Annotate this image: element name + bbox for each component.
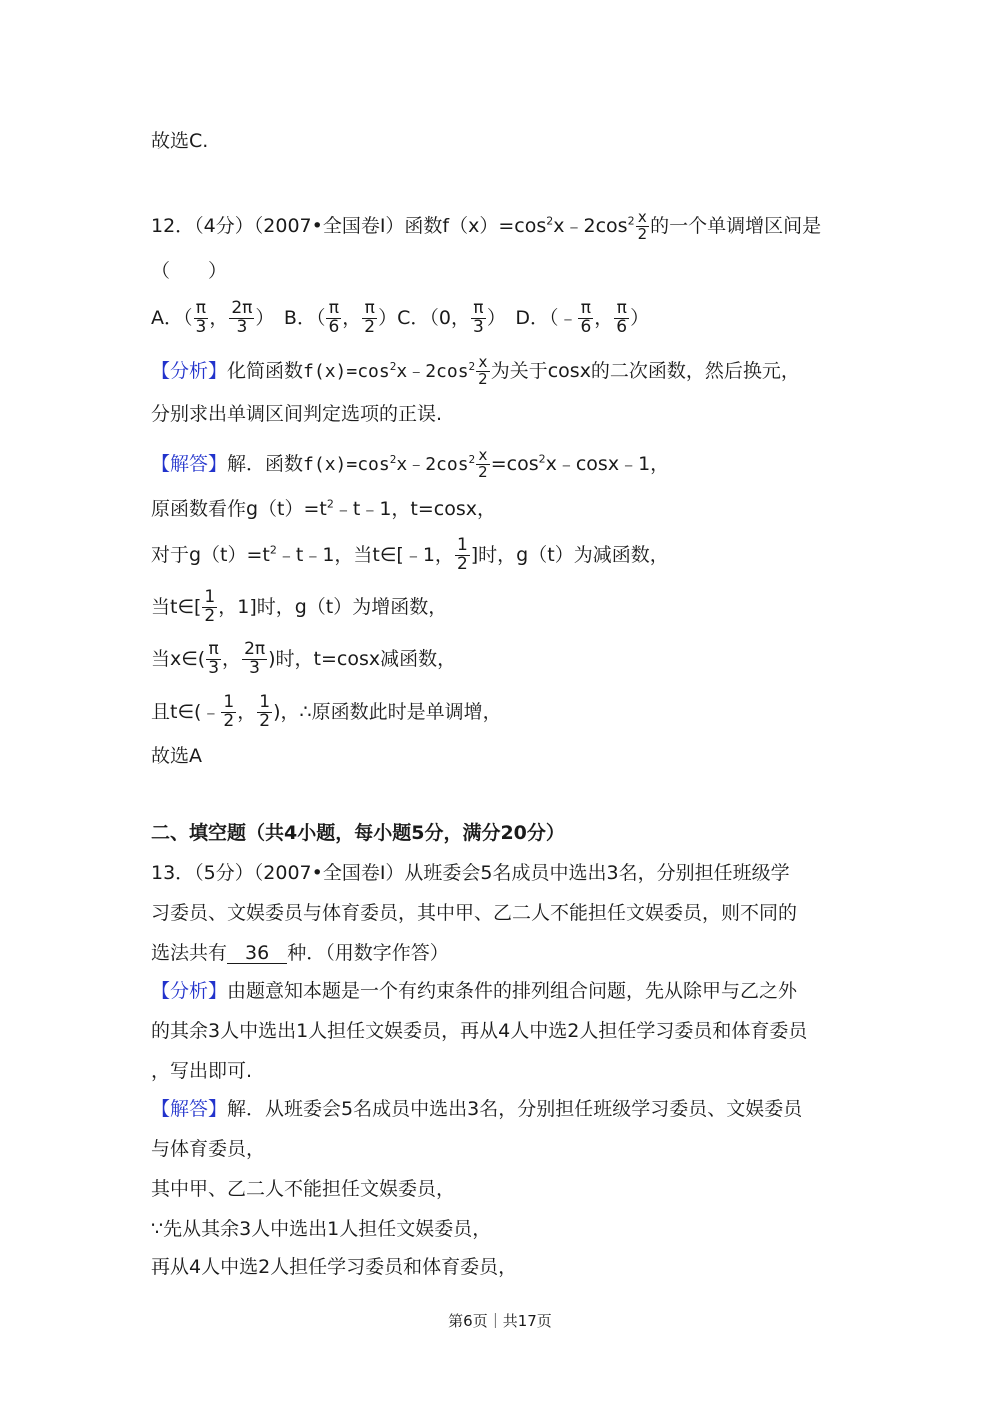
page-footer: 第6页｜共17页 (448, 1312, 552, 1330)
comma: ， (222, 647, 242, 670)
text-line: 故选C. (151, 130, 209, 152)
text-line: 的其余3人中选出1人担任文娱委员，再从4人中选2人担任学习委员和体育委员 (151, 1020, 808, 1042)
fraction: $\frac{2\pi}{3}$ (244, 639, 266, 678)
q12-paren: （ ） (151, 260, 228, 282)
fraction: $\frac{\pi}{6}$ (580, 298, 592, 337)
option-d-label: ） D．（﹣ (486, 306, 578, 329)
question-13-line: 习委员、文娱委员与体育委员，其中甲、乙二人不能担任文娱委员，则不同的 (151, 902, 798, 924)
solution-tail: =cos (490, 452, 539, 475)
fraction: $\frac{\pi}{3}$ (208, 639, 220, 678)
text-line: 当t∈[ $\frac{1}{2}$ ，1]时，g（t）为增函数， (151, 587, 448, 626)
text-line: 故选A (151, 745, 202, 767)
text-line: 且t∈(﹣ $\frac{1}{2}$ ， $\frac{1}{2}$ )，∴原函数此时是单调增， (151, 692, 502, 731)
question-13-line: 选法共有 36 种．（用数字作答） (151, 942, 449, 964)
q13-solution: 【解答】解．从班委会5名成员中选出3名，分别担任班级学习委员、文娱委员 (151, 1098, 803, 1120)
text-line: 当x∈( $\frac{\pi}{3}$ ， $\frac{2\pi}{3}$ )时，t=cosx减函数， (151, 639, 457, 678)
text-line: ∵先从其余3人中选出1人担任文娱委员， (151, 1218, 492, 1240)
solution-tail-2: x﹣cosx﹣1， (545, 452, 670, 475)
analysis-tag: 【分析】 (151, 980, 228, 1002)
answer-blank: 36 (227, 944, 287, 964)
fraction: $\frac{1}{2}$ (456, 535, 468, 574)
q12-square: 2 (546, 214, 554, 228)
option-c-label: ）C．（0， (378, 306, 470, 329)
solution-tag: 【解答】 (151, 1098, 228, 1120)
q12-analysis (151, 355, 800, 388)
solution-tag: 【解答】 (151, 452, 228, 475)
comma: ， (594, 306, 614, 329)
fraction: $\frac{x}{2}$ (478, 353, 488, 388)
text-line: ，写出即可. (151, 1060, 253, 1082)
fraction: $\frac{\pi}{3}$ (195, 298, 207, 337)
section-title: 二、填空题（共4小题，每小题5分，满分20分） (151, 822, 565, 844)
comma: ， (342, 306, 362, 329)
text-line: 再从4人中选2人担任学习委员和体育委员， (151, 1256, 518, 1278)
q12-head: 12．（4分）（2007•全国卷Ⅰ）函数f（x）=cos (151, 214, 547, 237)
analysis-text: 化简函数 (227, 359, 304, 382)
text-line: 其中甲、乙二人不能担任文娱委员， (151, 1178, 456, 1200)
fraction: $\frac{x}{2}$ (478, 446, 488, 481)
q12-square-2: 2 (627, 214, 635, 228)
question-13-line: 13．（5分）（2007•全国卷Ⅰ）从班委会5名成员中选出3名，分别担任班级学 (151, 862, 790, 884)
fraction: $\frac{1}{2}$ (259, 692, 271, 731)
fraction: $\frac{2\pi}{3}$ (231, 298, 253, 337)
text-line: 与体育委员， (151, 1138, 266, 1160)
fraction: $\frac{\pi}{6}$ (616, 298, 628, 337)
option-b-label: ） B．（ (255, 306, 326, 329)
text-line: 原函数看作$g(t)=t^2﹣t﹣1$，t=cosx， (151, 497, 497, 520)
comma: ， (209, 306, 229, 329)
solution-text: 解．函数 (227, 452, 304, 475)
analysis-tail: 为关于cosx的二次函数，然后换元， (490, 359, 800, 382)
q13-analysis: 【分析】由题意知本题是一个有约束条件的排列组合问题，先从除甲与乙之外 (151, 980, 798, 1002)
formula: $f(x)=\cos^2x﹣2\cos^2$ (303, 359, 476, 382)
fraction: $\frac{1}{2}$ (204, 587, 216, 626)
fraction: $\frac{\pi}{2}$ (364, 298, 376, 337)
q12-tail: 的一个单调增区间是 (650, 214, 822, 237)
question-12-stem (151, 210, 821, 243)
fraction: $\frac{x}{2}$ (637, 208, 648, 243)
comma: ， (237, 700, 257, 723)
text-line: 对于$g(t)=t^2﹣t﹣1$，当t∈[﹣1， $\frac{1}{2}$ ]时，g（t）为减函数， (151, 535, 669, 574)
analysis-tag: 【分析】 (151, 359, 228, 382)
fraction: $\frac{1}{2}$ (223, 692, 235, 731)
option-a-label: A．（ (151, 306, 193, 329)
fraction: $\frac{\pi}{6}$ (328, 298, 340, 337)
q12-options (151, 300, 649, 337)
q12-solution (151, 448, 669, 481)
fraction: $\frac{\pi}{3}$ (472, 298, 484, 337)
square: 2 (538, 452, 546, 466)
text-line: 分别求出单调区间判定选项的正误. (151, 403, 443, 425)
formula: $f(x)=\cos^2x﹣2\cos^2$ (303, 452, 476, 475)
close-paren: ） (630, 306, 650, 329)
q12-mid: x﹣2cos (553, 214, 628, 237)
